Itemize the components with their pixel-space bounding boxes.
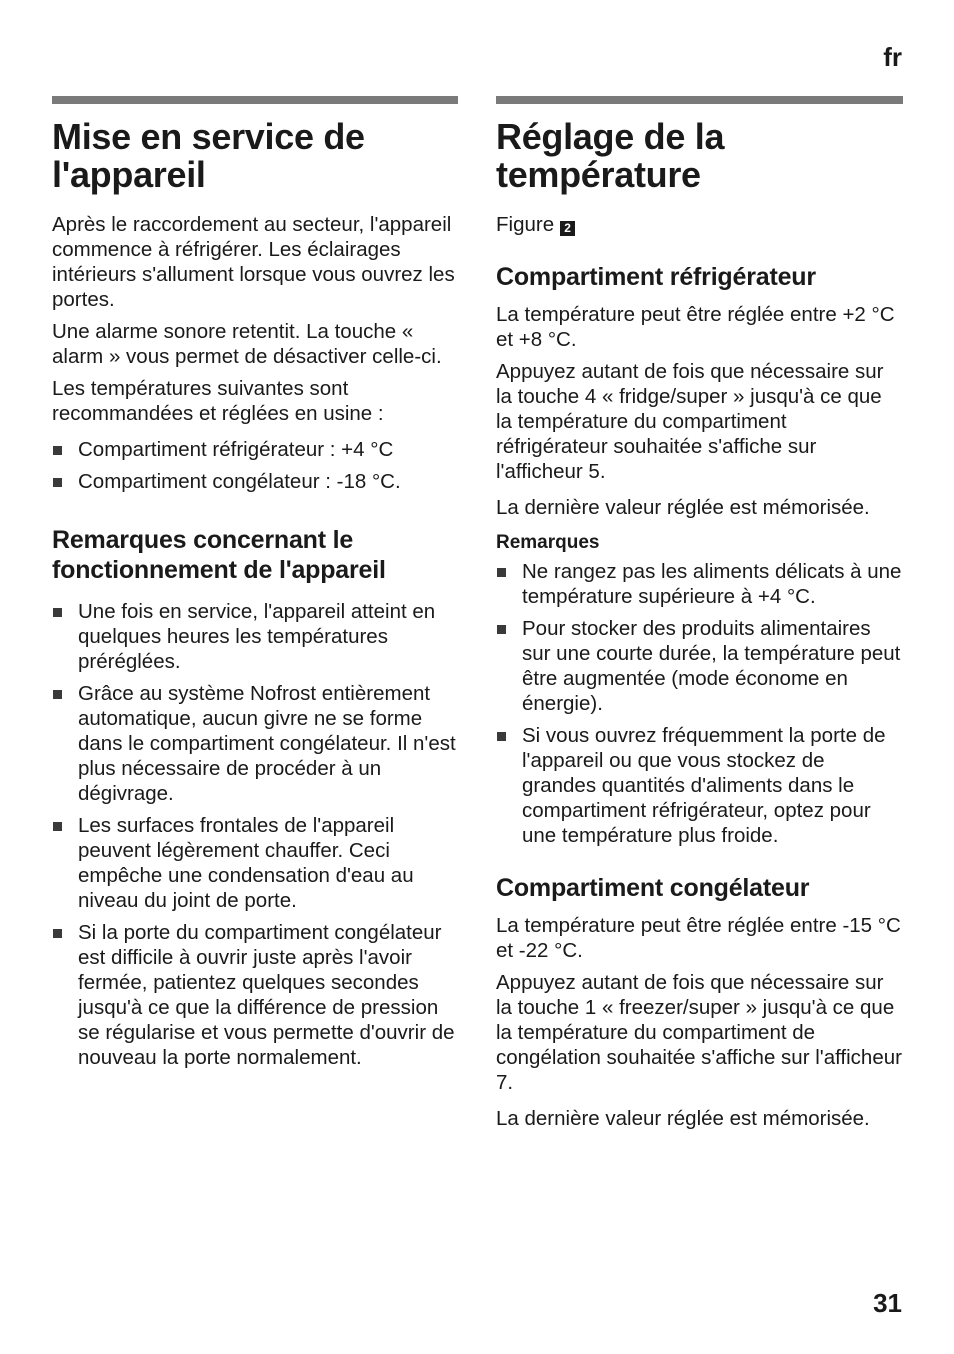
list-item	[52, 469, 458, 494]
list-item-text: Compartiment réfrigérateur : +4 °C	[78, 438, 394, 461]
paragraph: Une alarme sonore retentit. La touche « alarm » vous permet de désactiver celle-ci.	[52, 320, 442, 368]
list-item	[496, 723, 903, 848]
section-rule	[52, 96, 458, 104]
subsection-title-fridge: Compartiment réfrigérateur	[496, 263, 816, 291]
subsection-title-freezer: Compartiment congélateur	[496, 874, 810, 902]
list-item	[52, 681, 458, 806]
paragraph: La température peut être réglée entre -15 °C et -22 °C.	[496, 914, 901, 962]
square-bullet-icon	[497, 732, 506, 741]
paragraph: Appuyez autant de fois que nécessaire sur la touche 4 « fridge/super » jusqu'à ce que la température du compartiment réfrigérateur souhaitée s'affiche sur l'afficheur 5.	[496, 360, 884, 483]
figure-reference	[496, 212, 903, 237]
square-bullet-icon	[53, 478, 62, 487]
list-item	[496, 559, 903, 609]
figure-label: Figure	[496, 213, 555, 236]
section-rule	[496, 96, 903, 104]
figure-number-badge: 2	[560, 221, 575, 236]
list-item-text: Les surfaces frontales de l'appareil peuvent légèrement chauffer. Ceci empêche une condensation d'eau au niveau du joint de porte.	[78, 814, 414, 912]
right-column	[496, 96, 903, 1138]
list-item	[52, 599, 458, 674]
list-item	[52, 813, 458, 913]
subsection-title-operation-remarks: Remarques concernant le fonctionnement de l'appareil	[52, 526, 386, 584]
list-item-text: Pour stocker des produits alimentaires sur une courte durée, la température peut être augmentée (mode économe en énergie).	[522, 617, 901, 715]
fridge-remarks-list	[496, 559, 903, 848]
list-item	[496, 616, 903, 716]
square-bullet-icon	[497, 625, 506, 634]
language-code: fr	[883, 42, 902, 72]
square-bullet-icon	[53, 929, 62, 938]
left-column	[52, 96, 458, 1077]
square-bullet-icon	[497, 568, 506, 577]
square-bullet-icon	[53, 608, 62, 617]
recommended-temperatures-list	[52, 437, 458, 494]
list-item	[52, 920, 458, 1070]
square-bullet-icon	[53, 822, 62, 831]
paragraph: La dernière valeur réglée est mémorisée.	[496, 496, 870, 519]
square-bullet-icon	[53, 446, 62, 455]
list-item-text: Ne rangez pas les aliments délicats à une température supérieure à +4 °C.	[522, 560, 902, 608]
list-item	[52, 437, 458, 462]
page-number: 31	[873, 1288, 902, 1318]
remarks-heading: Remarques	[496, 532, 600, 553]
list-item-text: Une fois en service, l'appareil atteint en quelques heures les températures préréglées.	[78, 600, 436, 673]
list-item-text: Si la porte du compartiment congélateur est difficile à ouvrir juste après l'avoir fermée, patientez quelques secondes jusqu'à ce que la différence de pression se régularise et vous permette d'ouvrir de nouveau la porte normalement.	[78, 921, 455, 1069]
paragraph: Après le raccordement au secteur, l'appareil commence à réfrigérer. Les éclairages intérieurs s'allument lorsque vous ouvrez les portes.	[52, 213, 455, 311]
section-title-temperature: Réglage de la température	[496, 116, 725, 195]
paragraph: Appuyez autant de fois que nécessaire sur la touche 1 « freezer/super » jusqu'à ce que la température du compartiment de congélation souhaitée s'affiche sur l'afficheur 7.	[496, 971, 902, 1094]
paragraph: La température peut être réglée entre +2 °C et +8 °C.	[496, 303, 895, 351]
paragraph: La dernière valeur réglée est mémorisée.	[496, 1107, 870, 1130]
list-item-text: Si vous ouvrez fréquemment la porte de l'appareil ou que vous stockez de grandes quantités d'aliments dans le compartiment réfrigérateur, optez pour une température plus froide.	[522, 724, 886, 847]
section-title-startup: Mise en service de l'appareil	[52, 116, 365, 195]
list-item-text: Grâce au système Nofrost entièrement automatique, aucun givre ne se forme dans le compartiment congélateur. Il n'est plus nécessaire de procéder à un dégivrage.	[78, 682, 456, 805]
operation-remarks-list	[52, 599, 458, 1070]
square-bullet-icon	[53, 690, 62, 699]
paragraph: Les températures suivantes sont recommandées et réglées en usine :	[52, 377, 384, 425]
list-item-text: Compartiment congélateur : -18 °C.	[78, 470, 401, 493]
